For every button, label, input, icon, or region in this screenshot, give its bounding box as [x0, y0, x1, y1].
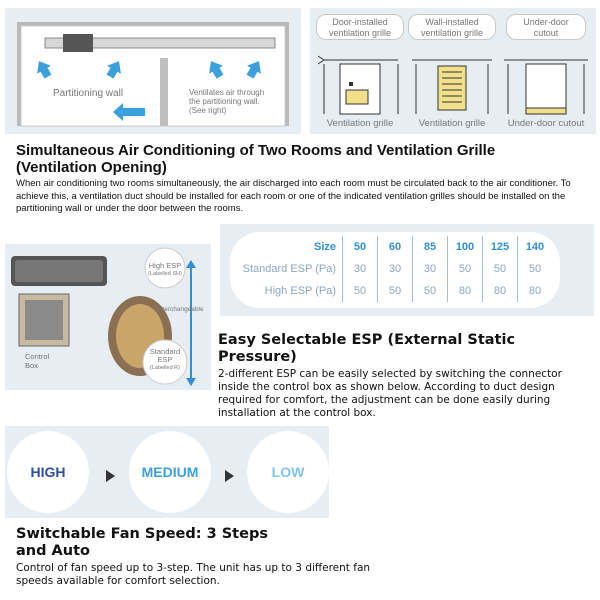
standard-esp-text1: Standard: [149, 347, 181, 356]
grille-type-under-door-line2: cutout: [533, 28, 559, 38]
esp-value-cell: 50: [343, 280, 378, 302]
grille-type-under-door-caption: [506, 14, 586, 40]
fan-speed-panel: [5, 426, 329, 518]
esp-size-header: Size: [313, 241, 336, 253]
esp-title-line2: Pressure): [218, 349, 297, 365]
grille-type-under-door: [500, 14, 592, 130]
esp-value-cell: 30: [343, 258, 378, 280]
esp-value-cell: 30: [378, 258, 413, 280]
esp-table: [226, 236, 552, 302]
ventilation-description: When air conditioning two rooms simultaneously, the air discharged into each room must be circulated back to the air conditioner. To achieve this, a ventilation duct should be installed for each room or one of the indicated ventilation grilles should be installed on the partitioning wall or under the door between the rooms.: [16, 178, 571, 214]
esp-title-line1: Easy Selectable ESP (External Static: [218, 332, 516, 348]
fan-section: [16, 526, 406, 588]
grille-type-door-line2: ventilation grille: [328, 28, 392, 38]
control-box-text1: Control: [25, 352, 50, 361]
grille-type-under-door-bottom: Under-door cutout: [507, 118, 585, 129]
esp-table-row-high: [226, 280, 552, 302]
fan-step-low: LOW: [247, 431, 329, 513]
fan-title-line1: Switchable Fan Speed: 3 Steps: [16, 526, 268, 542]
fan-title-line2: and Auto: [16, 543, 90, 559]
ventilation-note: [189, 88, 294, 115]
esp-size-cell: 125: [483, 236, 518, 258]
esp-image: [5, 244, 211, 390]
esp-size-cell: 60: [378, 236, 413, 258]
esp-value-cell: 30: [413, 258, 448, 280]
fan-step-arrow-icon: [225, 470, 234, 482]
esp-size-cell: 85: [413, 236, 448, 258]
wall-grille-drawing: [408, 46, 496, 116]
grille-type-wall-line2: ventilation grille: [420, 28, 484, 38]
grille-type-wall-caption: [408, 14, 496, 40]
standard-esp-sub: (Labelled R): [150, 365, 180, 371]
ventilation-note-line1: Ventilates air through: [189, 88, 265, 97]
ventilation-title-line2: (Ventilation Opening): [16, 159, 167, 176]
esp-size-cell: 50: [343, 236, 378, 258]
standard-esp-text2: ESP: [157, 355, 173, 364]
esp-section: [218, 332, 594, 420]
fan-step-arrow-icon: [106, 470, 115, 482]
esp-value-cell: 80: [483, 280, 518, 302]
grille-type-wall: [408, 14, 496, 130]
high-esp-label: [145, 262, 185, 278]
control-box-text2: Box: [25, 361, 38, 370]
esp-table-panel: [220, 224, 594, 316]
fan-description: Control of fan speed up to 3-step. The unit has up to 3 different fan speeds available for comfort selection.: [16, 562, 371, 587]
fan-step-medium: MEDIUM: [129, 431, 211, 513]
room-ventilation-diagram: [5, 8, 301, 134]
grille-types-panel: [310, 8, 596, 134]
esp-size-cell: 140: [518, 236, 553, 258]
esp-value-cell: 50: [413, 280, 448, 302]
ventilation-title-line1: Simultaneous Air Conditioning of Two Rooms and Ventilation Grille: [16, 142, 496, 159]
esp-value-cell: 50: [483, 258, 518, 280]
room-diagram-drawing: [5, 8, 301, 134]
grille-type-door-bottom: Ventilation grille: [326, 118, 394, 129]
grille-type-door-line1: Door-installed: [332, 17, 388, 27]
ventilation-note-line3: (See right): [189, 106, 227, 115]
under-door-drawing: [500, 46, 592, 116]
esp-value-cell: 50: [518, 258, 553, 280]
grille-type-wall-bottom: Ventilation grille: [418, 118, 486, 129]
esp-value-cell: 50: [448, 258, 483, 280]
ventilation-note-line2: the partitioning wall.: [189, 97, 260, 106]
esp-value-cell: 50: [378, 280, 413, 302]
esp-table-row-standard: [226, 258, 552, 280]
esp-value-cell: 80: [518, 280, 553, 302]
grille-type-door: [316, 14, 404, 130]
high-esp-sub: (Labelled SH): [148, 271, 182, 277]
grille-type-under-door-line1: Under-door: [523, 17, 569, 27]
door-grille-drawing: [316, 46, 404, 116]
esp-value-cell: 80: [448, 280, 483, 302]
esp-size-cell: 100: [448, 236, 483, 258]
esp-table-header-row: [226, 236, 552, 258]
ventilation-section: [16, 142, 594, 216]
high-esp-text: High ESP: [148, 261, 182, 270]
fan-step-high: HIGH: [7, 431, 89, 513]
partitioning-wall-label: Partitioning wall: [53, 88, 124, 99]
grille-type-wall-line1: Wall-installed: [425, 17, 479, 27]
control-box-label: [25, 352, 49, 370]
interchangeable-label: Interchangeable: [157, 306, 204, 313]
esp-row-label: Standard ESP (Pa): [242, 263, 336, 275]
grille-type-door-caption: [316, 14, 404, 40]
esp-row-label: High ESP (Pa): [264, 285, 336, 297]
standard-esp-label: [145, 348, 185, 372]
esp-description: 2-different ESP can be easily selected by switching the connector inside the control box as shown below. According to duct design required for comfort, the adjustment can be done easily during installation at the control box.: [218, 368, 562, 419]
